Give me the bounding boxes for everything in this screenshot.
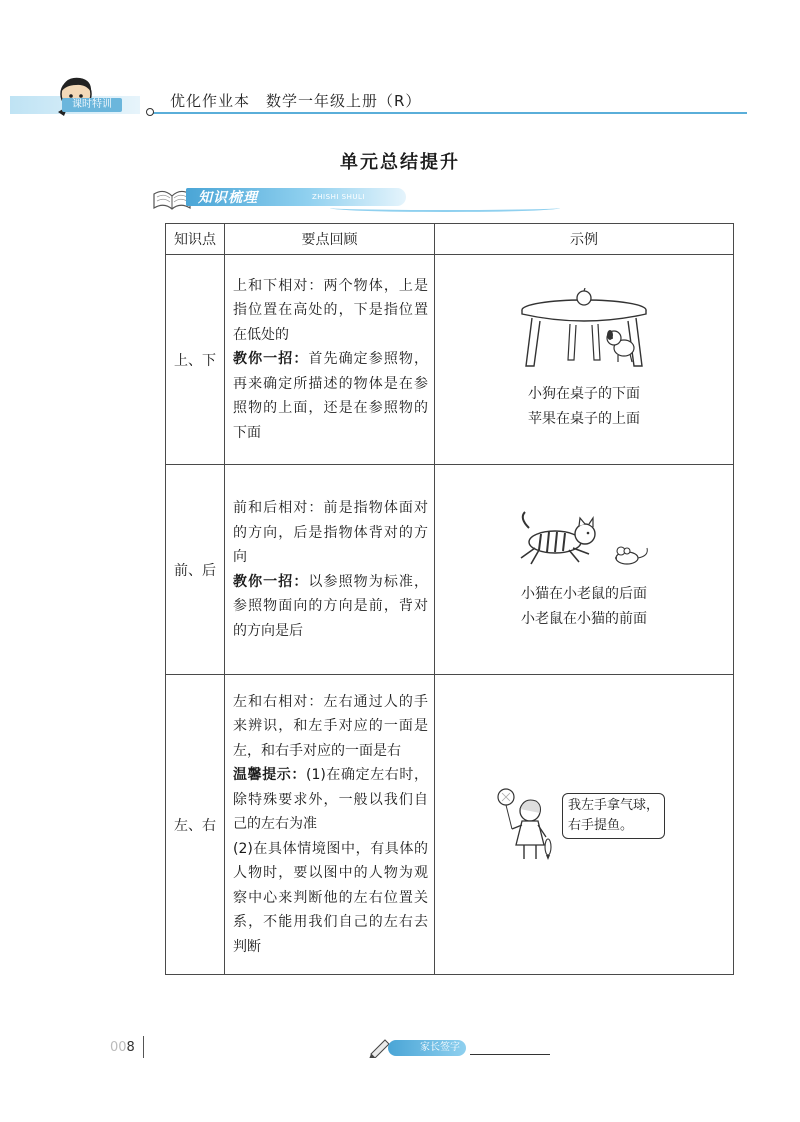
table-row (166, 255, 734, 465)
girl-example (494, 785, 674, 865)
review-text: 上和下相对：两个物体，上是指位置在高处的，下是指位置在低处的 (233, 277, 428, 343)
summary-table (165, 223, 734, 975)
example-line: 小老鼠在小猫的前面 (521, 610, 647, 627)
header-title: 优化作业本 数学一年级上册（R） (170, 92, 422, 110)
header-dot (146, 108, 154, 116)
example-line: 苹果在桌子的上面 (528, 410, 640, 427)
parent-sign-line[interactable] (470, 1054, 550, 1055)
section-label: 知识梳理 (198, 190, 258, 206)
review-cell (225, 465, 435, 675)
review-text: 左和右相对：左右通过人的手来辨识，和左手对应的一面是左，和右手对应的一面是右 (233, 693, 428, 759)
speech-bubble (562, 793, 665, 839)
tip-text: 首先确定参照物，再来确定所描述的物体是在参照物的上面，还是在参照物的下面 (233, 351, 429, 441)
example-cell (435, 675, 734, 975)
tip-text: (1)在确定左右时，除特殊要求外，一般以我们自己的左右为准 (233, 767, 428, 833)
cat-mouse-illustration (509, 508, 659, 578)
topic-cell: 前、后 (166, 465, 225, 675)
header-tag: 课时特训 (62, 98, 122, 112)
section-banner (150, 184, 410, 212)
topic-cell: 左、右 (166, 675, 225, 975)
section-wave (330, 204, 560, 212)
speech-line: 右手提鱼。 (568, 817, 634, 833)
tip-text: 以参照物为标准，参照物面向的方向是前，背对的方向是后 (233, 573, 429, 639)
example-line: 小狗在桌子的下面 (528, 385, 640, 402)
page-number-bar (143, 1036, 144, 1058)
table-header-row (166, 224, 734, 255)
tip-label: 教你一招： (233, 573, 309, 590)
page-number-prefix: 00 (110, 1040, 127, 1055)
table-dog-apple-illustration (514, 288, 654, 378)
example-cell (435, 255, 734, 465)
review-cell (225, 255, 435, 465)
example-cell (435, 465, 734, 675)
review-cell (225, 675, 435, 975)
header-rule (150, 112, 747, 114)
table-row (166, 675, 734, 975)
page-number (110, 1040, 135, 1055)
section-sub: ZHISHI SHULI (312, 193, 365, 201)
page-number-digit: 8 (126, 1040, 135, 1055)
header-topic: 知识点 (166, 224, 225, 255)
tip-label: 教你一招： (233, 351, 309, 368)
review-text: 前和后相对：前是指物体面对的方向，后是指物体背对的方向 (233, 500, 428, 565)
girl-balloon-fish-illustration (494, 785, 564, 865)
tip-label: 温馨提示： (233, 767, 306, 784)
tip-text-2: (2)在具体情境图中，有具体的人物时，要以图中的人物为观察中心来判断他的左右位置关系，不能用我们自己的左右去判断 (233, 840, 428, 955)
speech-line: 我左手拿气球， (568, 797, 660, 813)
page-title: 单元总结提升 (340, 152, 460, 173)
header-review: 要点回顾 (225, 224, 435, 255)
parent-sign-label: 家长签字 (388, 1040, 466, 1056)
header-example: 示例 (435, 224, 734, 255)
example-line: 小猫在小老鼠的后面 (521, 585, 647, 602)
topic-cell: 上、下 (166, 255, 225, 465)
table-row (166, 465, 734, 675)
